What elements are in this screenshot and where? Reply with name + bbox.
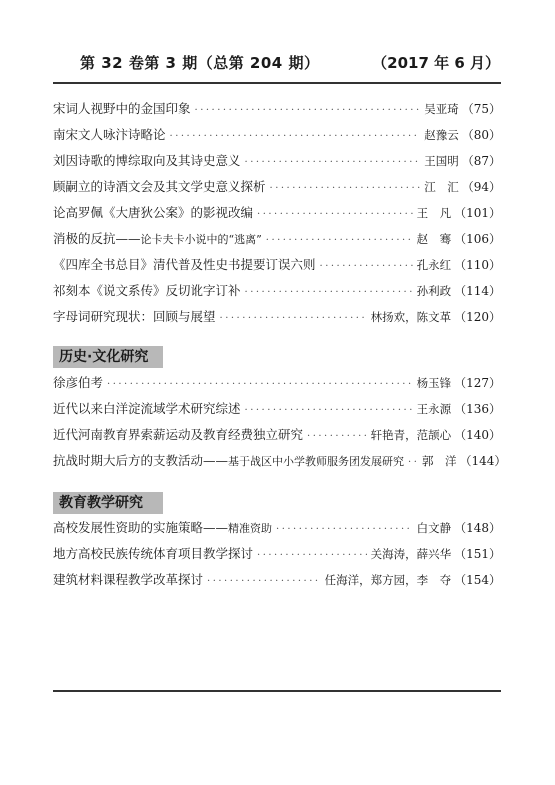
leader-dots [307,427,367,447]
entry-subtitle: 基于战区中小学教师服务团发展研究 [228,455,405,468]
toc-entry[interactable] [53,399,501,419]
toc-entry[interactable] [53,203,501,223]
toc-entry[interactable] [53,229,501,249]
entry-author: 吴亚琦 [424,102,459,116]
entry-page: （120） [454,310,501,324]
leader-dots [257,546,367,566]
entry-subtitle: 精准资助 [228,522,273,535]
entry-author: 王国明 [424,154,459,168]
entry-title: 字母词研究现状：回顾与展望 [53,309,216,324]
entry-title: 南宋文人咏汴诗略论 [53,127,166,142]
section-heading-history-culture: 历史·文化研究 [53,346,163,368]
entry-title: 刘因诗歌的博综取向及其诗史意义 [53,153,241,168]
toc-entry[interactable] [53,451,507,471]
entry-title: 近代以来白洋淀流域学术研究综述 [53,401,241,416]
entry-page: （101） [454,206,501,220]
footer-rule [53,690,501,692]
entry-page: （136） [454,402,501,416]
entry-title: 建筑材料课程教学改革探讨 [53,572,204,587]
toc-entry[interactable] [53,518,501,538]
leader-dots [245,401,413,421]
leader-dots [320,257,413,277]
entry-page: （127） [454,376,501,390]
entry-author: 赵豫云 [424,128,459,142]
entry-author: 林扬欢，陈文革 [370,310,452,324]
entry-page: （114） [454,284,501,298]
entry-title: 祁刻本《说文系传》反切讹字订补 [53,283,241,298]
entry-author: 王 凡 [416,206,452,220]
entry-title: 消极的反抗—— [53,231,141,246]
toc-entry[interactable] [53,544,501,564]
leader-dots [270,179,421,199]
toc-entry[interactable] [53,307,501,327]
leader-dots [266,231,413,251]
entry-page: （87） [461,154,501,168]
leader-dots [276,520,413,540]
toc-entry[interactable] [53,373,501,393]
entry-subtitle: 论卡夫卡小说中的“逃离” [140,233,262,246]
entry-author: 杨玉锋 [416,376,452,390]
leader-dots [195,101,421,121]
leader-dots [207,572,321,592]
toc-entry[interactable] [53,255,501,275]
entry-page: （151） [454,547,501,561]
entry-title: 《四库全书总目》清代普及性史书提要订误六则 [53,257,316,272]
issue-date: （2017 年 6 月） [372,54,500,72]
entry-author: 任海洋，郑方园，李 夺 [324,573,452,587]
entry-author: 赵 骞 [416,232,452,246]
entry-title: 地方高校民族传统体育项目教学探讨 [53,546,254,561]
entry-page: （110） [454,258,501,272]
entry-page: （154） [454,573,501,587]
toc-entry[interactable] [53,125,501,145]
entry-title: 高校发展性资助的实施策略—— [53,520,229,535]
entry-page: （140） [454,428,501,442]
leader-dots [170,127,421,147]
leader-dots [257,205,413,225]
leader-dots [245,153,421,173]
entry-author: 关海涛，薛兴华 [370,547,452,561]
entry-page: （106） [454,232,501,246]
entry-author: 白文静 [416,521,452,535]
entry-title: 抗战时期大后方的支教活动—— [53,453,229,468]
leader-dots [245,283,413,303]
header-rule [53,82,501,84]
leader-dots [408,453,418,473]
entry-author: 轩艳青，范颉心 [370,428,452,442]
entry-title: 论高罗佩《大唐狄公案》的影视改编 [53,205,254,220]
entry-page: （75） [461,102,501,116]
entry-author: 江 汇 [424,180,459,194]
entry-title: 近代河南教育界索薪运动及教育经费独立研究 [53,427,304,442]
entry-page: （148） [454,521,501,535]
leader-dots [107,375,413,395]
entry-page: （144） [459,454,507,468]
page-header [80,52,500,76]
entry-page: （80） [461,128,501,142]
entry-author: 王永源 [416,402,452,416]
toc-entry[interactable] [53,99,501,119]
entry-title: 宋词人视野中的金国印象 [53,101,191,116]
entry-author: 孙利政 [416,284,452,298]
toc-entry[interactable] [53,570,501,590]
entry-title: 顾嗣立的诗酒文会及其文学史意义探析 [53,179,266,194]
entry-page: （94） [461,180,501,194]
entry-title: 徐彦伯考 [53,375,104,390]
section-heading-education: 教育教学研究 [53,492,163,514]
toc-entry[interactable] [53,281,501,301]
toc-entry[interactable] [53,177,501,197]
entry-author: 郭 洋 [422,454,457,468]
entry-author: 孔永红 [416,258,452,272]
leader-dots [220,309,367,329]
toc-entry[interactable] [53,151,501,171]
volume-issue: 第 32 卷第 3 期（总第 204 期） [80,54,320,72]
toc-entry[interactable] [53,425,501,445]
